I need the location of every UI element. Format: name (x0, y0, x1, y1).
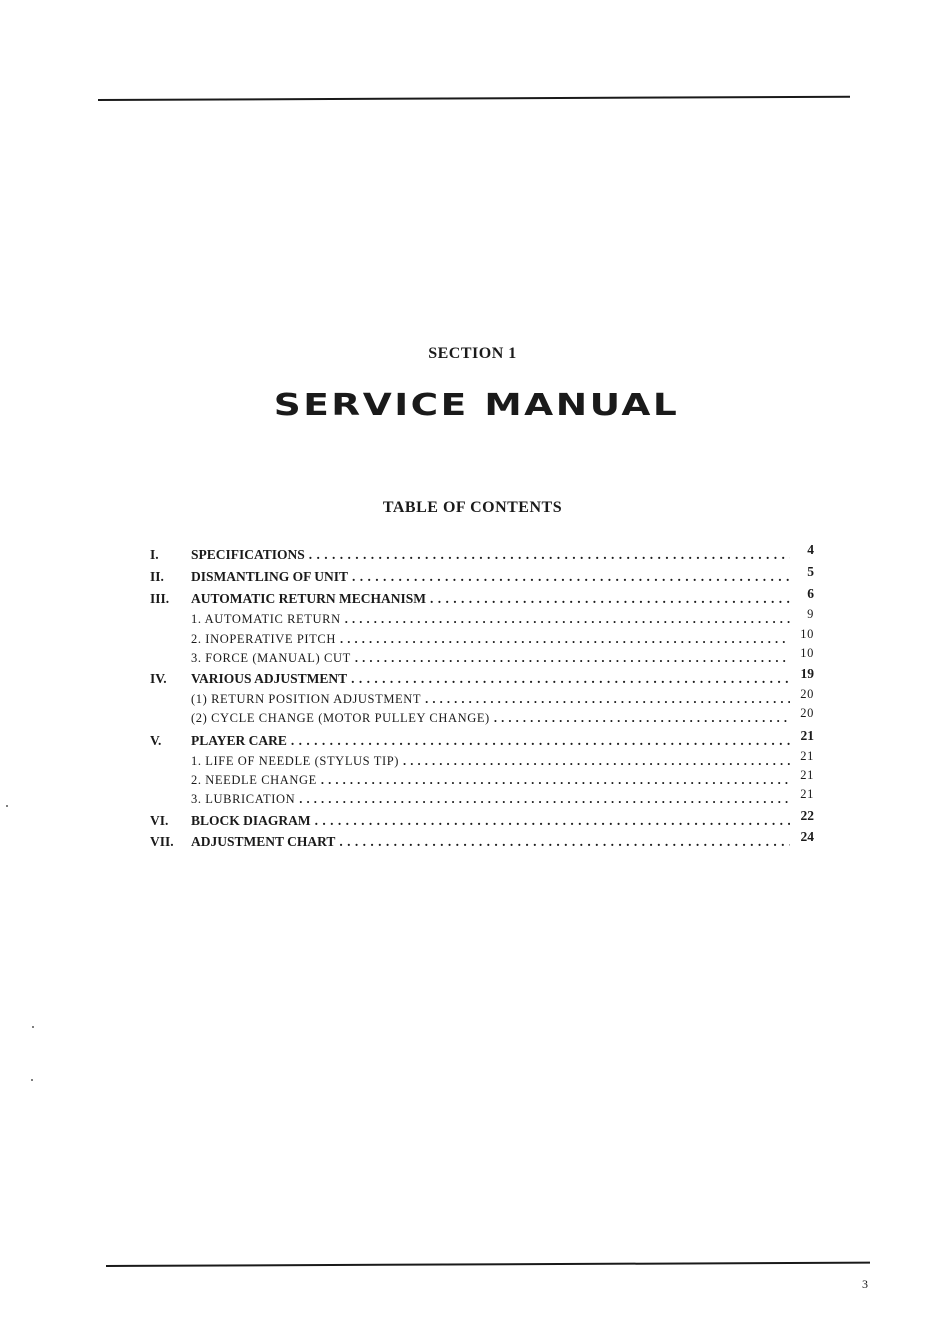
toc-entry (150, 787, 814, 810)
dot-leader (321, 774, 790, 787)
toc-entry-label: DISMANTLING OF UNIT (191, 569, 349, 584)
toc-entry-numeral: VII. (150, 834, 174, 849)
scan-speck (31, 1079, 33, 1081)
toc-entry (150, 829, 814, 852)
toc-entry (150, 627, 814, 650)
toc-entry-label: 2. NEEDLE CHANGE (191, 773, 317, 787)
toc-entry (150, 586, 814, 609)
toc-entry (150, 768, 814, 791)
dot-leader (309, 548, 790, 562)
toc-entry (150, 564, 814, 587)
scan-speck (6, 805, 8, 807)
toc-entry-page: 21 (800, 768, 814, 782)
toc-entry-numeral: II. (150, 569, 164, 584)
toc-entry-label: ADJUSTMENT CHART (191, 834, 336, 849)
dot-leader (299, 793, 790, 806)
toc-entry-page: 21 (800, 749, 814, 763)
toc-entry (150, 666, 814, 689)
toc-entry-label: SPECIFICATIONS (191, 547, 305, 562)
toc-entry (150, 706, 814, 729)
dot-leader (425, 693, 790, 706)
dot-leader (352, 570, 790, 584)
toc-entry-page: 24 (800, 829, 814, 844)
dot-leader (315, 814, 790, 828)
dot-leader (355, 652, 790, 665)
page-title: SERVICE MANUAL (273, 388, 680, 423)
toc-entry (150, 808, 814, 831)
toc-entry-page: 20 (800, 687, 814, 701)
toc-entry-label: VARIOUS ADJUSTMENT (191, 671, 348, 686)
toc-entry-numeral: V. (150, 733, 162, 748)
toc-entry (150, 607, 814, 630)
toc-entry (150, 749, 814, 772)
toc-entry (150, 542, 814, 565)
toc-entry-page: 10 (800, 627, 814, 641)
toc-entry-label: (1) RETURN POSITION ADJUSTMENT (191, 692, 422, 706)
toc-entry-page: 10 (800, 646, 814, 660)
toc-entry-page: 6 (807, 586, 814, 601)
toc-entry-label: BLOCK DIAGRAM (191, 813, 311, 828)
toc-entry-page: 22 (800, 808, 814, 823)
toc-entry-label: AUTOMATIC RETURN MECHANISM (191, 591, 427, 606)
toc-entry-label: 3. FORCE (MANUAL) CUT (191, 651, 351, 665)
toc-entry (150, 646, 814, 669)
toc-entry-label: 2. INOPERATIVE PITCH (191, 632, 336, 646)
dot-leader (339, 835, 790, 849)
toc-entry-page: 21 (800, 787, 814, 801)
section-label: SECTION 1 (428, 345, 517, 362)
dot-leader (340, 633, 790, 646)
toc-entry-page: 21 (800, 728, 814, 743)
dot-leader (351, 672, 790, 686)
toc-entry-numeral: VI. (150, 813, 169, 828)
page-number: 3 (862, 1277, 868, 1291)
toc-heading: TABLE OF CONTENTS (382, 499, 563, 516)
toc-entry-page: 19 (800, 666, 814, 681)
toc-entry-page: 5 (807, 564, 814, 579)
toc-entry-page: 9 (807, 607, 814, 621)
dot-leader (345, 613, 790, 626)
toc-entry-label: 3. LUBRICATION (191, 792, 296, 806)
dot-leader (430, 592, 790, 606)
toc-entry (150, 687, 814, 710)
dot-leader (494, 712, 790, 725)
toc-entry-page: 4 (807, 542, 814, 557)
toc-entry-label: 1. LIFE OF NEEDLE (STYLUS TIP) (191, 754, 400, 768)
scan-speck (32, 1026, 34, 1028)
dot-leader (291, 734, 790, 748)
toc-entry (150, 728, 814, 751)
toc-entry-label: PLAYER CARE (191, 733, 287, 748)
toc-entry-numeral: III. (150, 591, 170, 606)
toc-entry-numeral: I. (150, 547, 159, 562)
toc-entry-label: (2) CYCLE CHANGE (MOTOR PULLEY CHANGE) (191, 711, 490, 725)
toc-entry-numeral: IV. (150, 671, 167, 686)
toc-entry-page: 20 (800, 706, 814, 720)
dot-leader (403, 755, 790, 768)
toc-entry-label: 1. AUTOMATIC RETURN (191, 612, 341, 626)
